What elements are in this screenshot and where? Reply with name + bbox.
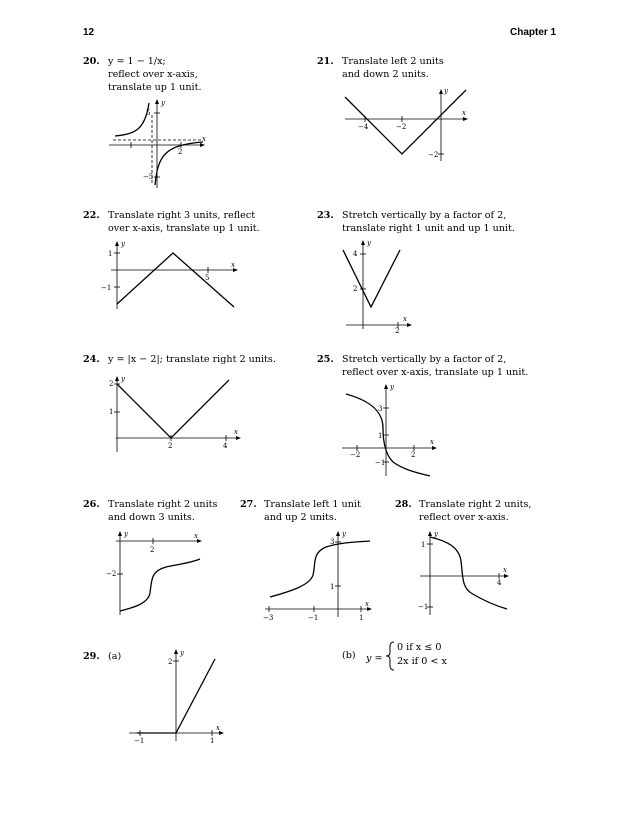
tick-label: 2 [353,285,358,293]
axis-label-y: y [121,375,125,383]
problem-text-line: translate right 1 unit and up 1 unit. [342,223,515,234]
axis-label-x: x [430,438,434,446]
tick-label: 3 [330,538,335,546]
tick-label: 5 [205,274,210,282]
tick-label: 1 [330,583,335,591]
tick-label: 1 [108,250,113,258]
problem-text-line: Translate left 1 unit [264,499,361,510]
tick-label: −1 [418,603,429,611]
axis-label-y: y [434,530,438,538]
tick-label: −2 [396,123,407,131]
tick-label: −4 [358,123,369,131]
problem-text-line: and up 2 units. [264,512,337,523]
tick-label: 4 [223,442,228,450]
problem-number: 27. [240,499,257,510]
problem-number: 28. [395,499,412,510]
tick-label: 1 [359,614,364,622]
tick-label: −2 [350,451,361,459]
problem-text-line: translate up 1 unit. [108,82,202,93]
tick-label: 4 [497,579,502,587]
axis-label-y: y [124,530,128,538]
axis-label-y: y [161,99,165,107]
problem-number: 26. [83,499,100,510]
tick-label: 4 [353,250,358,258]
tick-label: −1 [308,614,319,622]
axis-label-x: x [202,135,206,143]
axis-label-y: y [121,240,125,248]
tick-label: 2 [178,148,183,156]
axis-label-x: x [462,109,466,117]
axis-label-x: x [231,261,235,269]
problem-text-line: reflect over x-axis, translate up 1 unit. [342,367,529,378]
part-b-label: (b) [342,650,356,661]
graph-26 [108,527,208,617]
problem-number: 24. [83,354,100,365]
graph-21 [340,85,475,165]
problem-number: 21. [317,56,334,67]
axis-label-x: x [365,600,369,608]
piecewise-case-1: 0 if x ≤ 0 [397,642,442,653]
graph-24 [108,372,248,457]
graph-29 [124,645,229,745]
problem-text-line: y = 1 − 1/x; [108,56,166,67]
problem-number: 20. [83,56,100,67]
tick-label: 1 [421,541,426,549]
tick-label: 1 [378,432,383,440]
problem-number: 25. [317,354,334,365]
page-number: 12 [83,27,95,38]
tick-label: −1 [375,459,386,467]
problem-text-line: Translate right 2 units [108,499,218,510]
problem-text-line: Translate right 2 units, [419,499,532,510]
piecewise-case-2: 2x if 0 < x [397,656,447,667]
problem-text-line: and down 3 units. [108,512,195,523]
graph-22 [101,237,243,312]
tick-label: −2 [106,570,117,578]
problem-number: 29. [83,651,100,662]
graph-25 [338,380,448,480]
problem-text-line: Stretch vertically by a factor of 2, [342,210,507,221]
problem-text-line: Translate right 3 units, reflect [108,210,256,221]
axis-label-y: y [180,649,184,657]
tick-label: −1 [134,737,145,745]
tick-label: −3 [263,614,274,622]
tick-label: −2 [428,151,439,159]
tick-label: 1 [210,737,215,745]
part-a-label: (a) [108,651,122,662]
axis-label-y: y [390,383,394,391]
graph-23 [338,236,418,336]
tick-label: 2 [109,380,114,388]
tick-label: 2 [411,451,416,459]
tick-label: 1 [109,408,114,416]
left-brace [384,641,396,671]
problem-text-line: Translate left 2 units [342,56,444,67]
tick-label: −5 [143,173,154,181]
axis-label-y: y [367,239,371,247]
tick-label: 2 [150,546,155,554]
problem-text-line: over x-axis, translate up 1 unit. [108,223,260,234]
problem-text-line: and down 2 units. [342,69,429,80]
tick-label: 2 [168,658,173,666]
axis-label-y: y [342,530,346,538]
graph-20 [105,95,215,190]
axis-label-x: x [216,724,220,732]
problem-number: 23. [317,210,334,221]
tick-label: 2 [395,327,400,335]
tick-label: 5 [146,109,151,117]
graph-27 [262,527,377,624]
tick-label: 2 [168,442,173,450]
axis-label-x: x [403,315,407,323]
tick-label: −1 [101,284,112,292]
problem-text-line: Stretch vertically by a factor of 2, [342,354,507,365]
piecewise-lhs: y = [366,653,383,664]
problem-text-line: reflect over x-axis, [108,69,198,80]
problem-text-line: reflect over x-axis. [419,512,509,523]
axis-label-x: x [194,532,198,540]
axis-label-x: x [503,566,507,574]
problem-number: 22. [83,210,100,221]
tick-label: 3 [378,405,383,413]
chapter-title: Chapter 1 [510,27,557,38]
graph-28 [417,527,517,617]
axis-label-y: y [444,87,448,95]
axis-label-x: x [234,428,238,436]
problem-text-line: y = |x − 2|; translate right 2 units. [108,354,276,365]
